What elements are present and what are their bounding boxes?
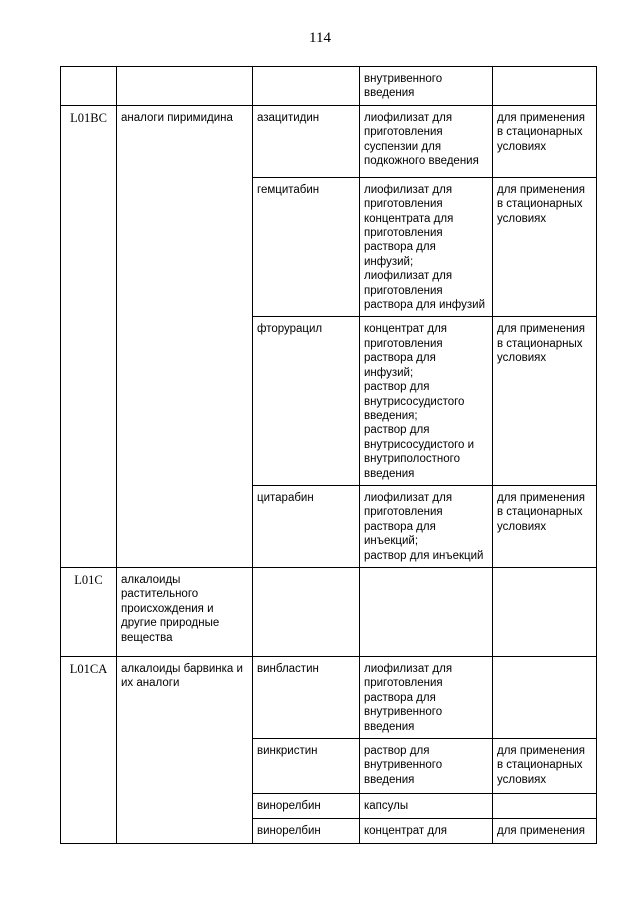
dosage-form-cell: лиофилизат для приготовления суспензии для подкожного введения xyxy=(360,105,493,177)
atc-code-cell xyxy=(61,67,117,106)
dosage-form-cell: лиофилизат для приготовления раствора для внутривенного введения xyxy=(360,656,493,738)
drug-name-cell: азацитидин xyxy=(253,105,360,177)
conditions-cell: для применения в стационарных условиях xyxy=(493,177,597,317)
drug-name-cell: фторурацил xyxy=(253,317,360,485)
table-row xyxy=(61,567,597,656)
conditions-cell: для применения xyxy=(493,819,597,844)
atc-code-cell: L01C xyxy=(61,567,117,656)
dosage-form-cell: концентрат для xyxy=(360,819,493,844)
dosage-form-cell: капсулы xyxy=(360,794,493,819)
drug-name-cell: винкристин xyxy=(253,739,360,794)
drug-name-cell: гемцитабин xyxy=(253,177,360,317)
conditions-cell xyxy=(493,67,597,106)
conditions-cell: для применения в стационарных условиях xyxy=(493,317,597,485)
dosage-form-cell: лиофилизат для приготовления раствора для инъекций; раствор для инъекций xyxy=(360,485,493,567)
drug-name-cell xyxy=(253,67,360,106)
dosage-form-cell: лиофилизат для приготовления концентрата для приготовления раствора для инфузий; лиофилизат для приготовления раствора для инфузий xyxy=(360,177,493,317)
atc-group-cell xyxy=(117,67,253,106)
conditions-cell xyxy=(493,656,597,738)
conditions-cell: для применения в стационарных условиях xyxy=(493,739,597,794)
drug-name-cell xyxy=(253,567,360,656)
atc-group-cell: алкалоиды растительного происхождения и другие природные вещества xyxy=(117,567,253,656)
conditions-cell: для применения в стационарных условиях xyxy=(493,105,597,177)
conditions-cell xyxy=(493,794,597,819)
conditions-cell: для применения в стационарных условиях xyxy=(493,485,597,567)
dosage-form-cell: внутривенного введения xyxy=(360,67,493,106)
drug-name-cell: цитарабин xyxy=(253,485,360,567)
page-number: 114 xyxy=(309,30,331,46)
atc-code-cell: L01CA xyxy=(61,656,117,843)
drug-list-table xyxy=(60,66,597,844)
dosage-form-cell: раствор для внутривенного введения xyxy=(360,739,493,794)
atc-code-cell: L01BC xyxy=(61,105,117,567)
atc-group-cell: алкалоиды барвинка и их аналоги xyxy=(117,656,253,843)
table-row xyxy=(61,67,597,106)
drug-name-cell: винорелбин xyxy=(253,819,360,844)
drug-name-cell: винорелбин xyxy=(253,794,360,819)
dosage-form-cell xyxy=(360,567,493,656)
atc-group-cell: аналоги пиримидина xyxy=(117,105,253,567)
table-row xyxy=(61,656,597,738)
dosage-form-cell: концентрат для приготовления раствора для инфузий; раствор для внутрисосудистого введения; раствор для внутрисосудистого и внутриполостного введения xyxy=(360,317,493,485)
drug-name-cell: винбластин xyxy=(253,656,360,738)
conditions-cell xyxy=(493,567,597,656)
table-row xyxy=(61,105,597,177)
